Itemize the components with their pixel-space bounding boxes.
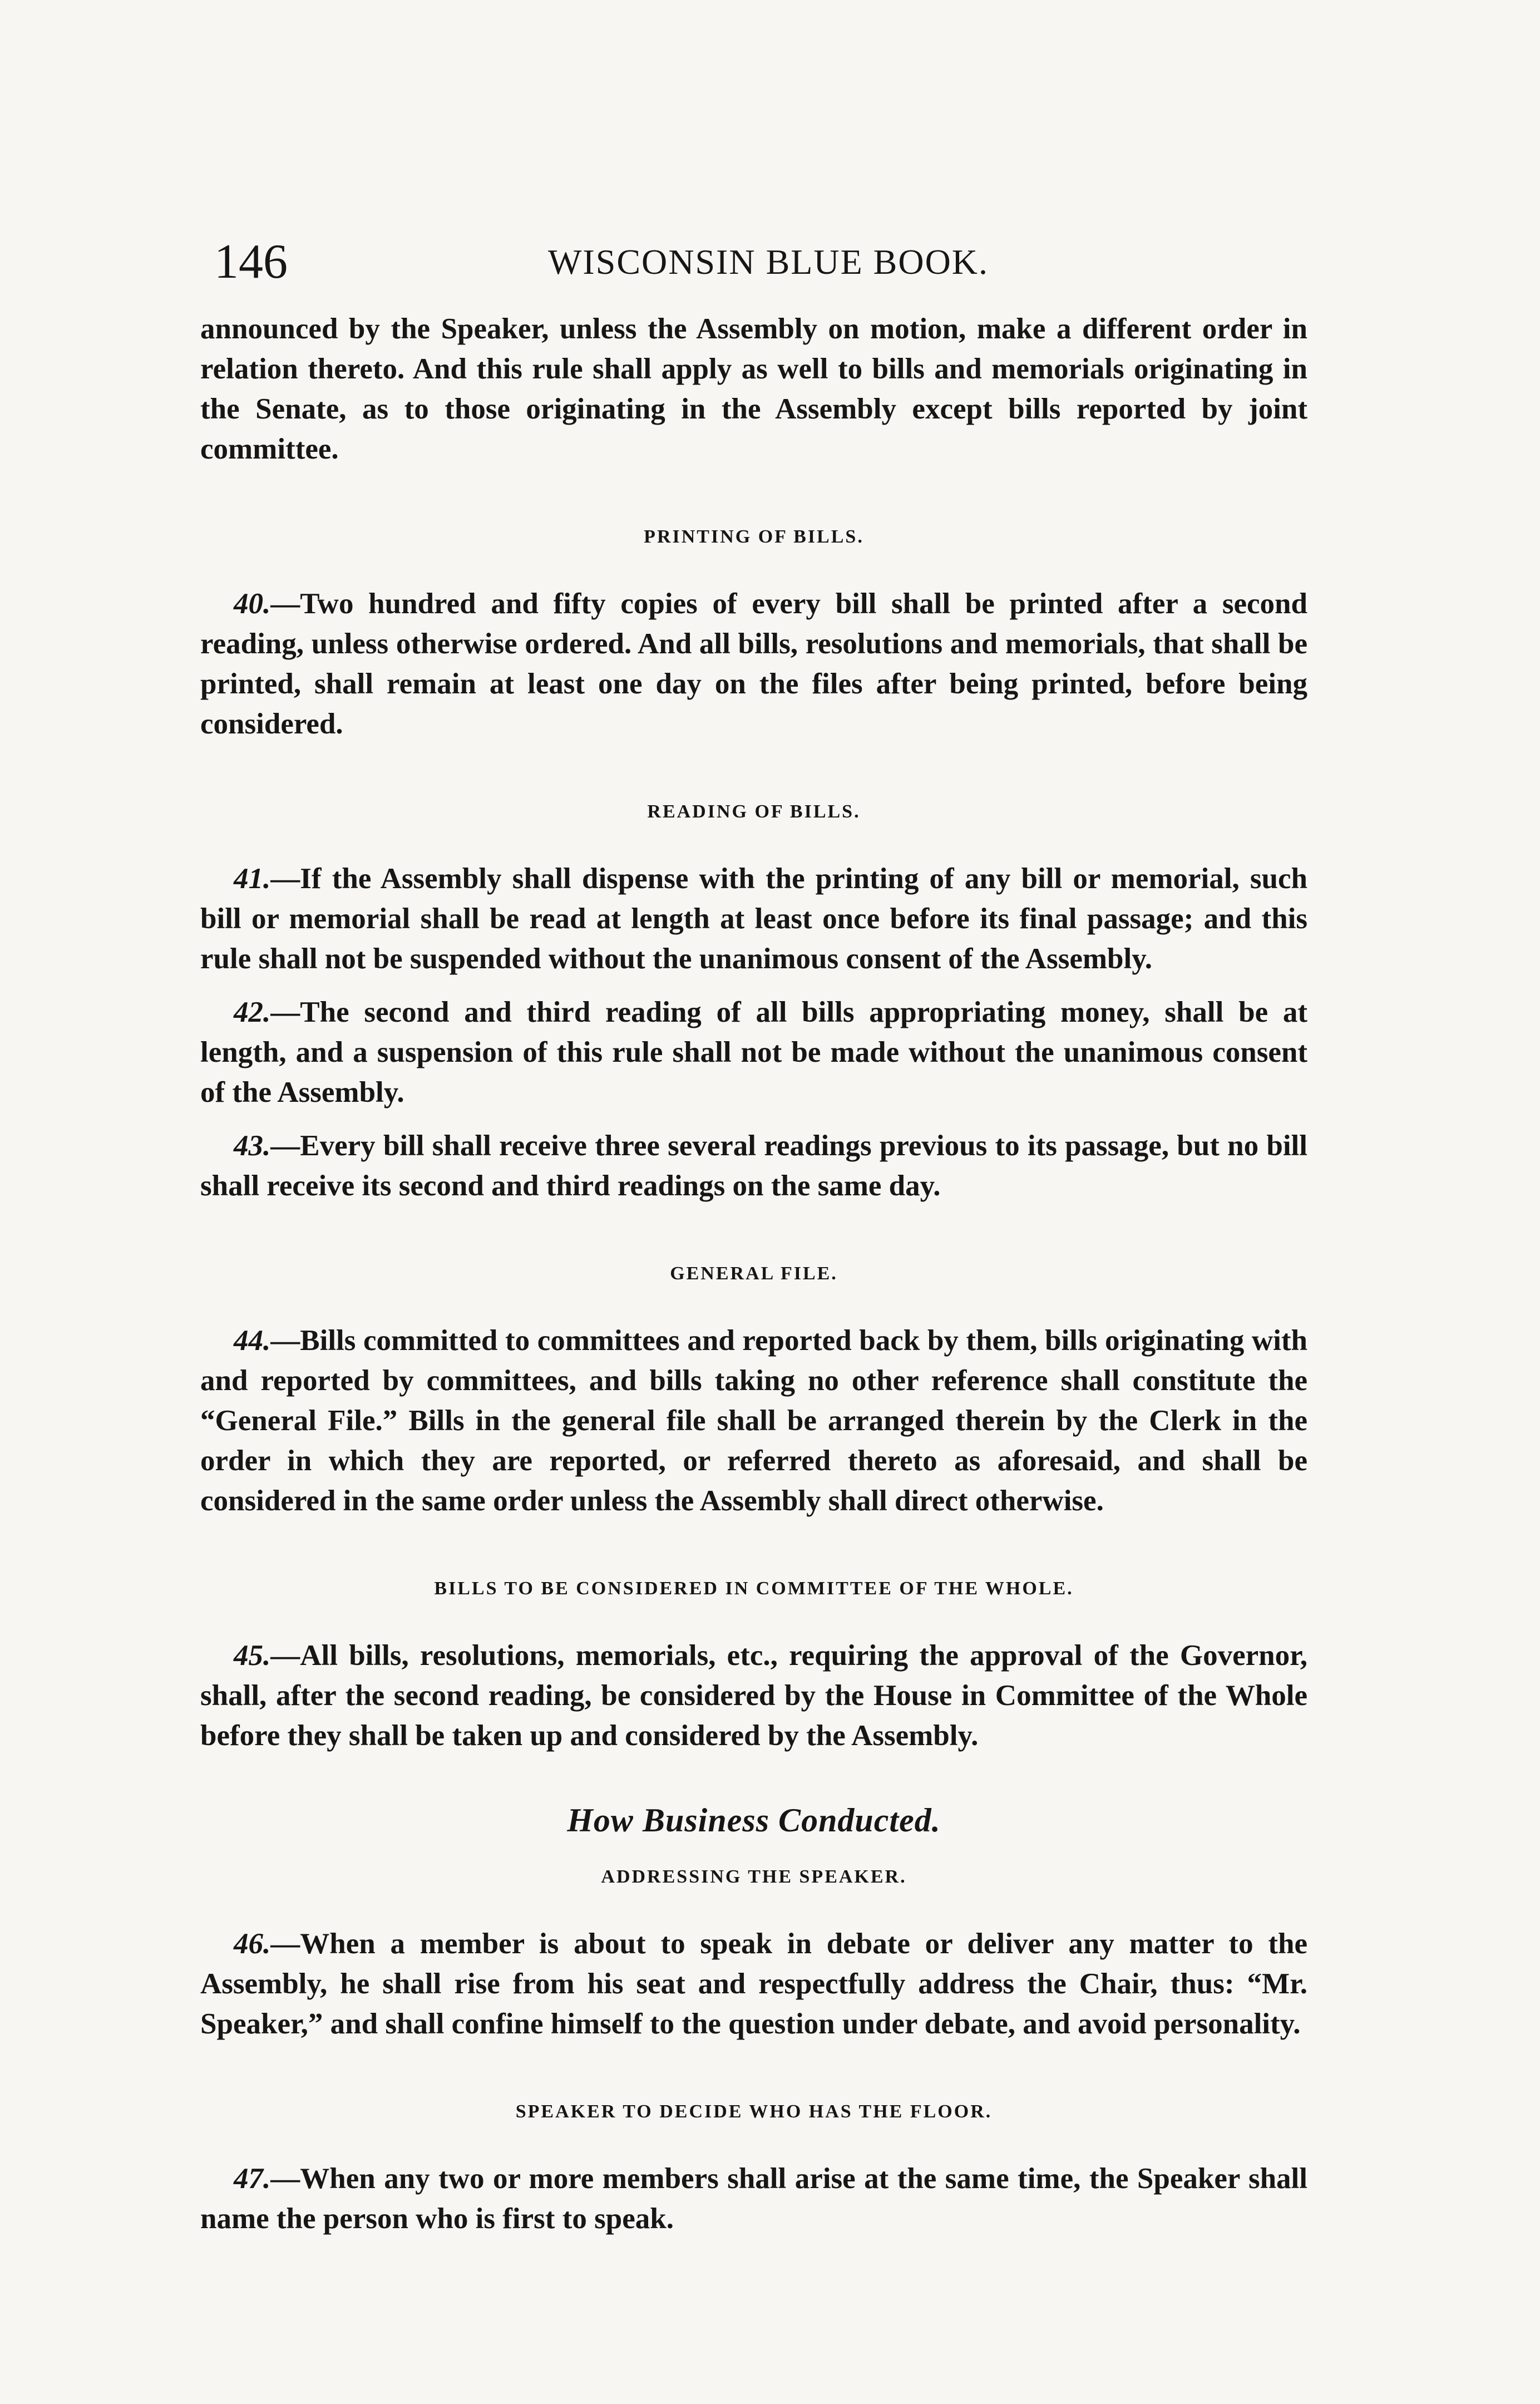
- heading-speaker-decides-floor: SPEAKER TO DECIDE WHO HAS THE FLOOR.: [515, 2101, 993, 2122]
- rule-47: [200, 2159, 1307, 2239]
- running-title: WISCONSIN BLUE BOOK.: [548, 242, 989, 282]
- rule-text: —Bills committed to committees and reported back by them, bills originating with and reported by committees, and bills taking no other reference shall constitute the “General File.” Bills in the general file shall be arranged therein by the Clerk in the order in which they are reported, or referred thereto as aforesaid, and shall be considered in the same order unless the Assembly shall direct otherwise.: [200, 1324, 1307, 1517]
- rule-46: [200, 1924, 1307, 2044]
- running-head: [214, 234, 1327, 300]
- rule-text: —Every bill shall receive three several readings previous to its passage, but no bill shall receive its second and third readings on the same day.: [200, 1130, 1307, 1202]
- section-title-business: How Business Conducted.: [567, 1802, 941, 1839]
- rule-44: [200, 1321, 1307, 1521]
- page-number: 146: [214, 235, 288, 289]
- rule-text: —The second and third reading of all bills appropriating money, shall be at length, and a suspension of this rule shall not be made without the unanimous consent of the Assembly.: [200, 996, 1307, 1109]
- rule-number: 40.: [234, 588, 271, 620]
- intro-paragraph: announced by the Speaker, unless the Assembly on motion, make a different order in relation thereto. And this rule shall apply as well to bills and memorials originating in the Senate, as to those originating in the Assembly except bills reported by joint committee.: [200, 313, 1307, 465]
- rule-text: —If the Assembly shall dispense with the printing of any bill or memorial, such bill or memorial shall be read at length at least once before its final passage; and this rule shall not be suspended without the unanimous consent of the Assembly.: [200, 863, 1307, 975]
- rule-number: 46.: [234, 1928, 271, 1960]
- rule-number: 45.: [234, 1639, 271, 1672]
- rule-text: —When a member is about to speak in debate or deliver any matter to the Assembly, he shall rise from his seat and respectfully address the Chair, thus: “Mr. Speaker,” and shall confine himself to the question under debate, and avoid personality.: [200, 1928, 1307, 2040]
- rule-number: 44.: [234, 1324, 271, 1357]
- heading-general-file: GENERAL FILE.: [670, 1263, 838, 1284]
- body-text: [200, 309, 1307, 2239]
- rule-text: —All bills, resolutions, memorials, etc., requiring the approval of the Governor, shall, after the second reading, be considered by the House in Committee of the Whole before they shall be taken up and considered by the Assembly.: [200, 1639, 1307, 1752]
- rule-number: 43.: [234, 1130, 271, 1162]
- rule-number: 47.: [234, 2162, 271, 2195]
- heading-addressing-speaker: ADDRESSING THE SPEAKER.: [601, 1866, 907, 1887]
- rule-number: 41.: [234, 863, 271, 895]
- heading-reading-of-bills: READING OF BILLS.: [647, 801, 861, 822]
- rule-text: —When any two or more members shall arise at the same time, the Speaker shall name the person who is first to speak.: [200, 2162, 1307, 2235]
- rule-number: 42.: [234, 996, 271, 1028]
- rule-45: [200, 1635, 1307, 1756]
- rule-40: [200, 584, 1307, 744]
- heading-committee-of-whole: BILLS TO BE CONSIDERED IN COMMITTEE OF THE WHOLE.: [434, 1578, 1074, 1599]
- rule-42: [200, 992, 1307, 1112]
- rule-text: —Two hundred and fifty copies of every bill shall be printed after a second reading, unless otherwise ordered. And all bills, resolutions and memorials, that shall be printed, shall remain at least one day on the files after being printed, before being considered.: [200, 588, 1307, 740]
- rule-41: [200, 859, 1307, 979]
- rule-43: [200, 1126, 1307, 1206]
- heading-printing-of-bills: PRINTING OF BILLS.: [644, 526, 864, 547]
